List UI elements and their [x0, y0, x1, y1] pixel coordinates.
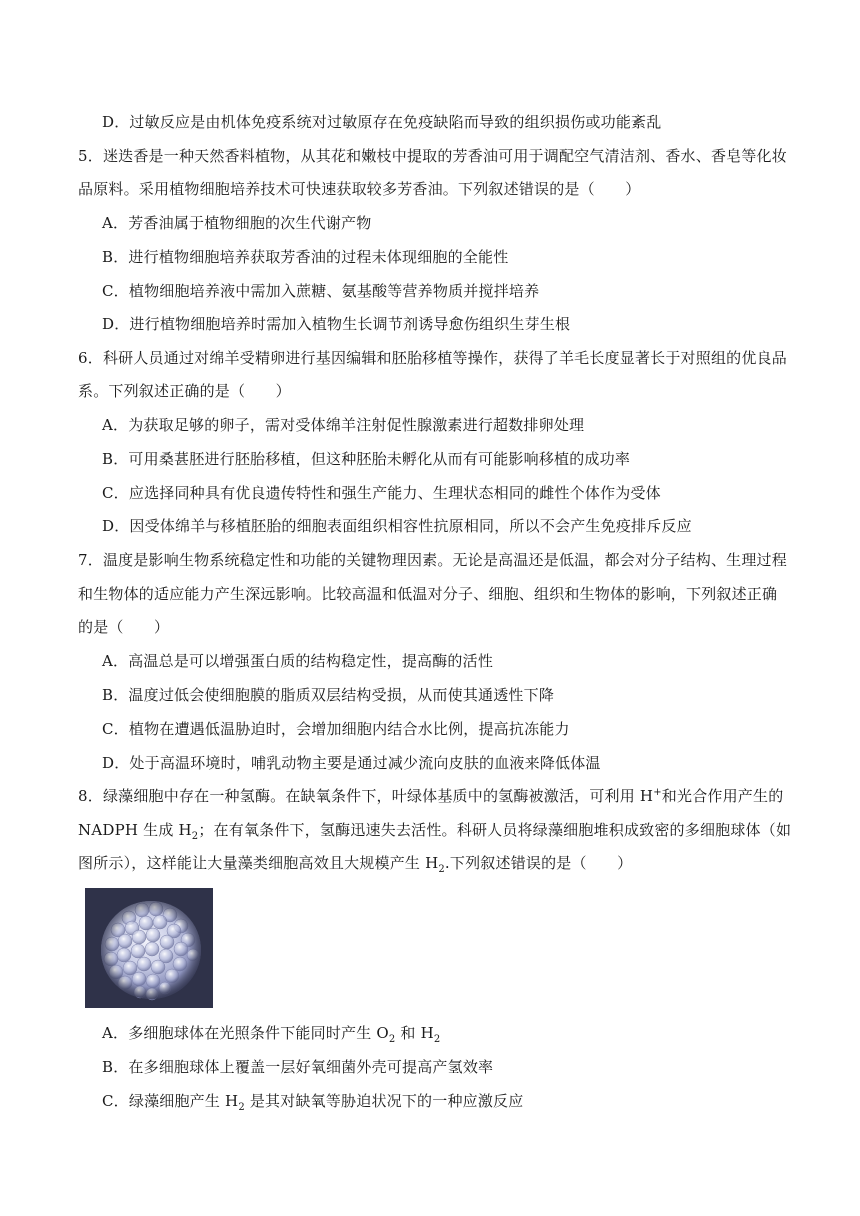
option-5b: B．进行植物细胞培养获取芳香油的过程未体现细胞的全能性 — [102, 248, 509, 266]
question-5-stem-line-1: 5．迷迭香是一种天然香料植物，从其花和嫩枝中提取的芳香油可用于调配空气清洁剂、香水、香皂等化妆 — [78, 147, 787, 165]
option-6c: C．应选择同种具有优良遗传特性和强生产能力、生理状态相同的雌性个体作为受体 — [102, 484, 661, 502]
question-6-stem-line-2: 系。下列叙述正确的是（ ） — [78, 382, 291, 400]
question-6-stem-line-1: 6．科研人员通过对绵羊受精卵进行基因编辑和胚胎移植等操作，获得了羊毛长度显著长于对照组的优良品 — [78, 349, 787, 367]
question-8-stem-line-2: NADPH 生成 $H_2$；在有氧条件下，氢酶迅速失去活性。科研人员将绿藻细胞堆积成致密的多细胞球体（如 — [78, 821, 792, 842]
option-5d: D．进行植物细胞培养时需加入植物生长调节剂诱导愈伤组织生芽生根 — [102, 315, 571, 333]
option-8a: A．多细胞球体在光照条件下能同时产生 $O_2$ 和 $H_2$ — [102, 1024, 441, 1045]
option-7c: C．植物在遭遇低温胁迫时，会增加细胞内结合水比例，提高抗冻能力 — [102, 720, 570, 738]
option-5c: C．植物细胞培养液中需加入蔗糖、氨基酸等营养物质并搅拌培养 — [102, 282, 540, 300]
option-7a: A．高温总是可以增强蛋白质的结构稳定性，提高酶的活性 — [102, 652, 494, 670]
option-5a: A．芳香油属于植物细胞的次生代谢产物 — [102, 214, 372, 232]
option-7d: D．处于高温环境时，哺乳动物主要是通过减少流向皮肤的血液来降低体温 — [102, 754, 601, 772]
option-4d: D．过敏反应是由机体免疫系统对过敏原存在免疫缺陷而导致的组织损伤或功能紊乱 — [102, 113, 662, 131]
option-8c: C．绿藻细胞产生 $H_2$ 是其对缺氧等胁迫状况下的一种应激反应 — [102, 1092, 524, 1113]
option-6d: D．因受体绵羊与移植胚胎的细胞表面组织相容性抗原相同，所以不会产生免疫排斥反应 — [102, 517, 692, 535]
option-8b: B．在多细胞球体上覆盖一层好氧细菌外壳可提高产氢效率 — [102, 1058, 494, 1076]
option-7b: B．温度过低会使细胞膜的脂质双层结构受损，从而使其通透性下降 — [102, 686, 555, 704]
question-8-stem-line-1: 8．绿藻细胞中存在一种氢酶。在缺氧条件下，叶绿体基质中的氢酶被激活，可利用 H+和光合作用产生的 — [78, 787, 784, 805]
question-7-stem-line-1: 7．温度是影响生物系统稳定性和功能的关键物理因素。无论是高温还是低温，都会对分子结构、生理过程 — [78, 551, 787, 569]
question-8-stem-line-3: 图所示），这样能让大量藻类细胞高效且大规模产生 $H_2$.下列叙述错误的是（ ） — [78, 854, 633, 875]
option-6b: B．可用桑葚胚进行胚胎移植，但这种胚胎未孵化从而有可能影响移植的成功率 — [102, 450, 631, 468]
question-7-stem-line-3: 的是（ ） — [78, 618, 170, 636]
question-7-stem-line-2: 和生物体的适应能力产生深远影响。比较高温和低温对分子、细胞、组织和生物体的影响，下列叙述正确 — [78, 585, 778, 603]
multicellular-sphere-micrograph — [85, 888, 213, 1008]
option-6a: A．为获取足够的卵子，需对受体绵羊注射促性腺激素进行超数排卵处理 — [102, 416, 585, 434]
question-5-stem-line-2: 品原料。采用植物细胞培养技术可快速获取较多芳香油。下列叙述错误的是（ ） — [78, 180, 641, 198]
